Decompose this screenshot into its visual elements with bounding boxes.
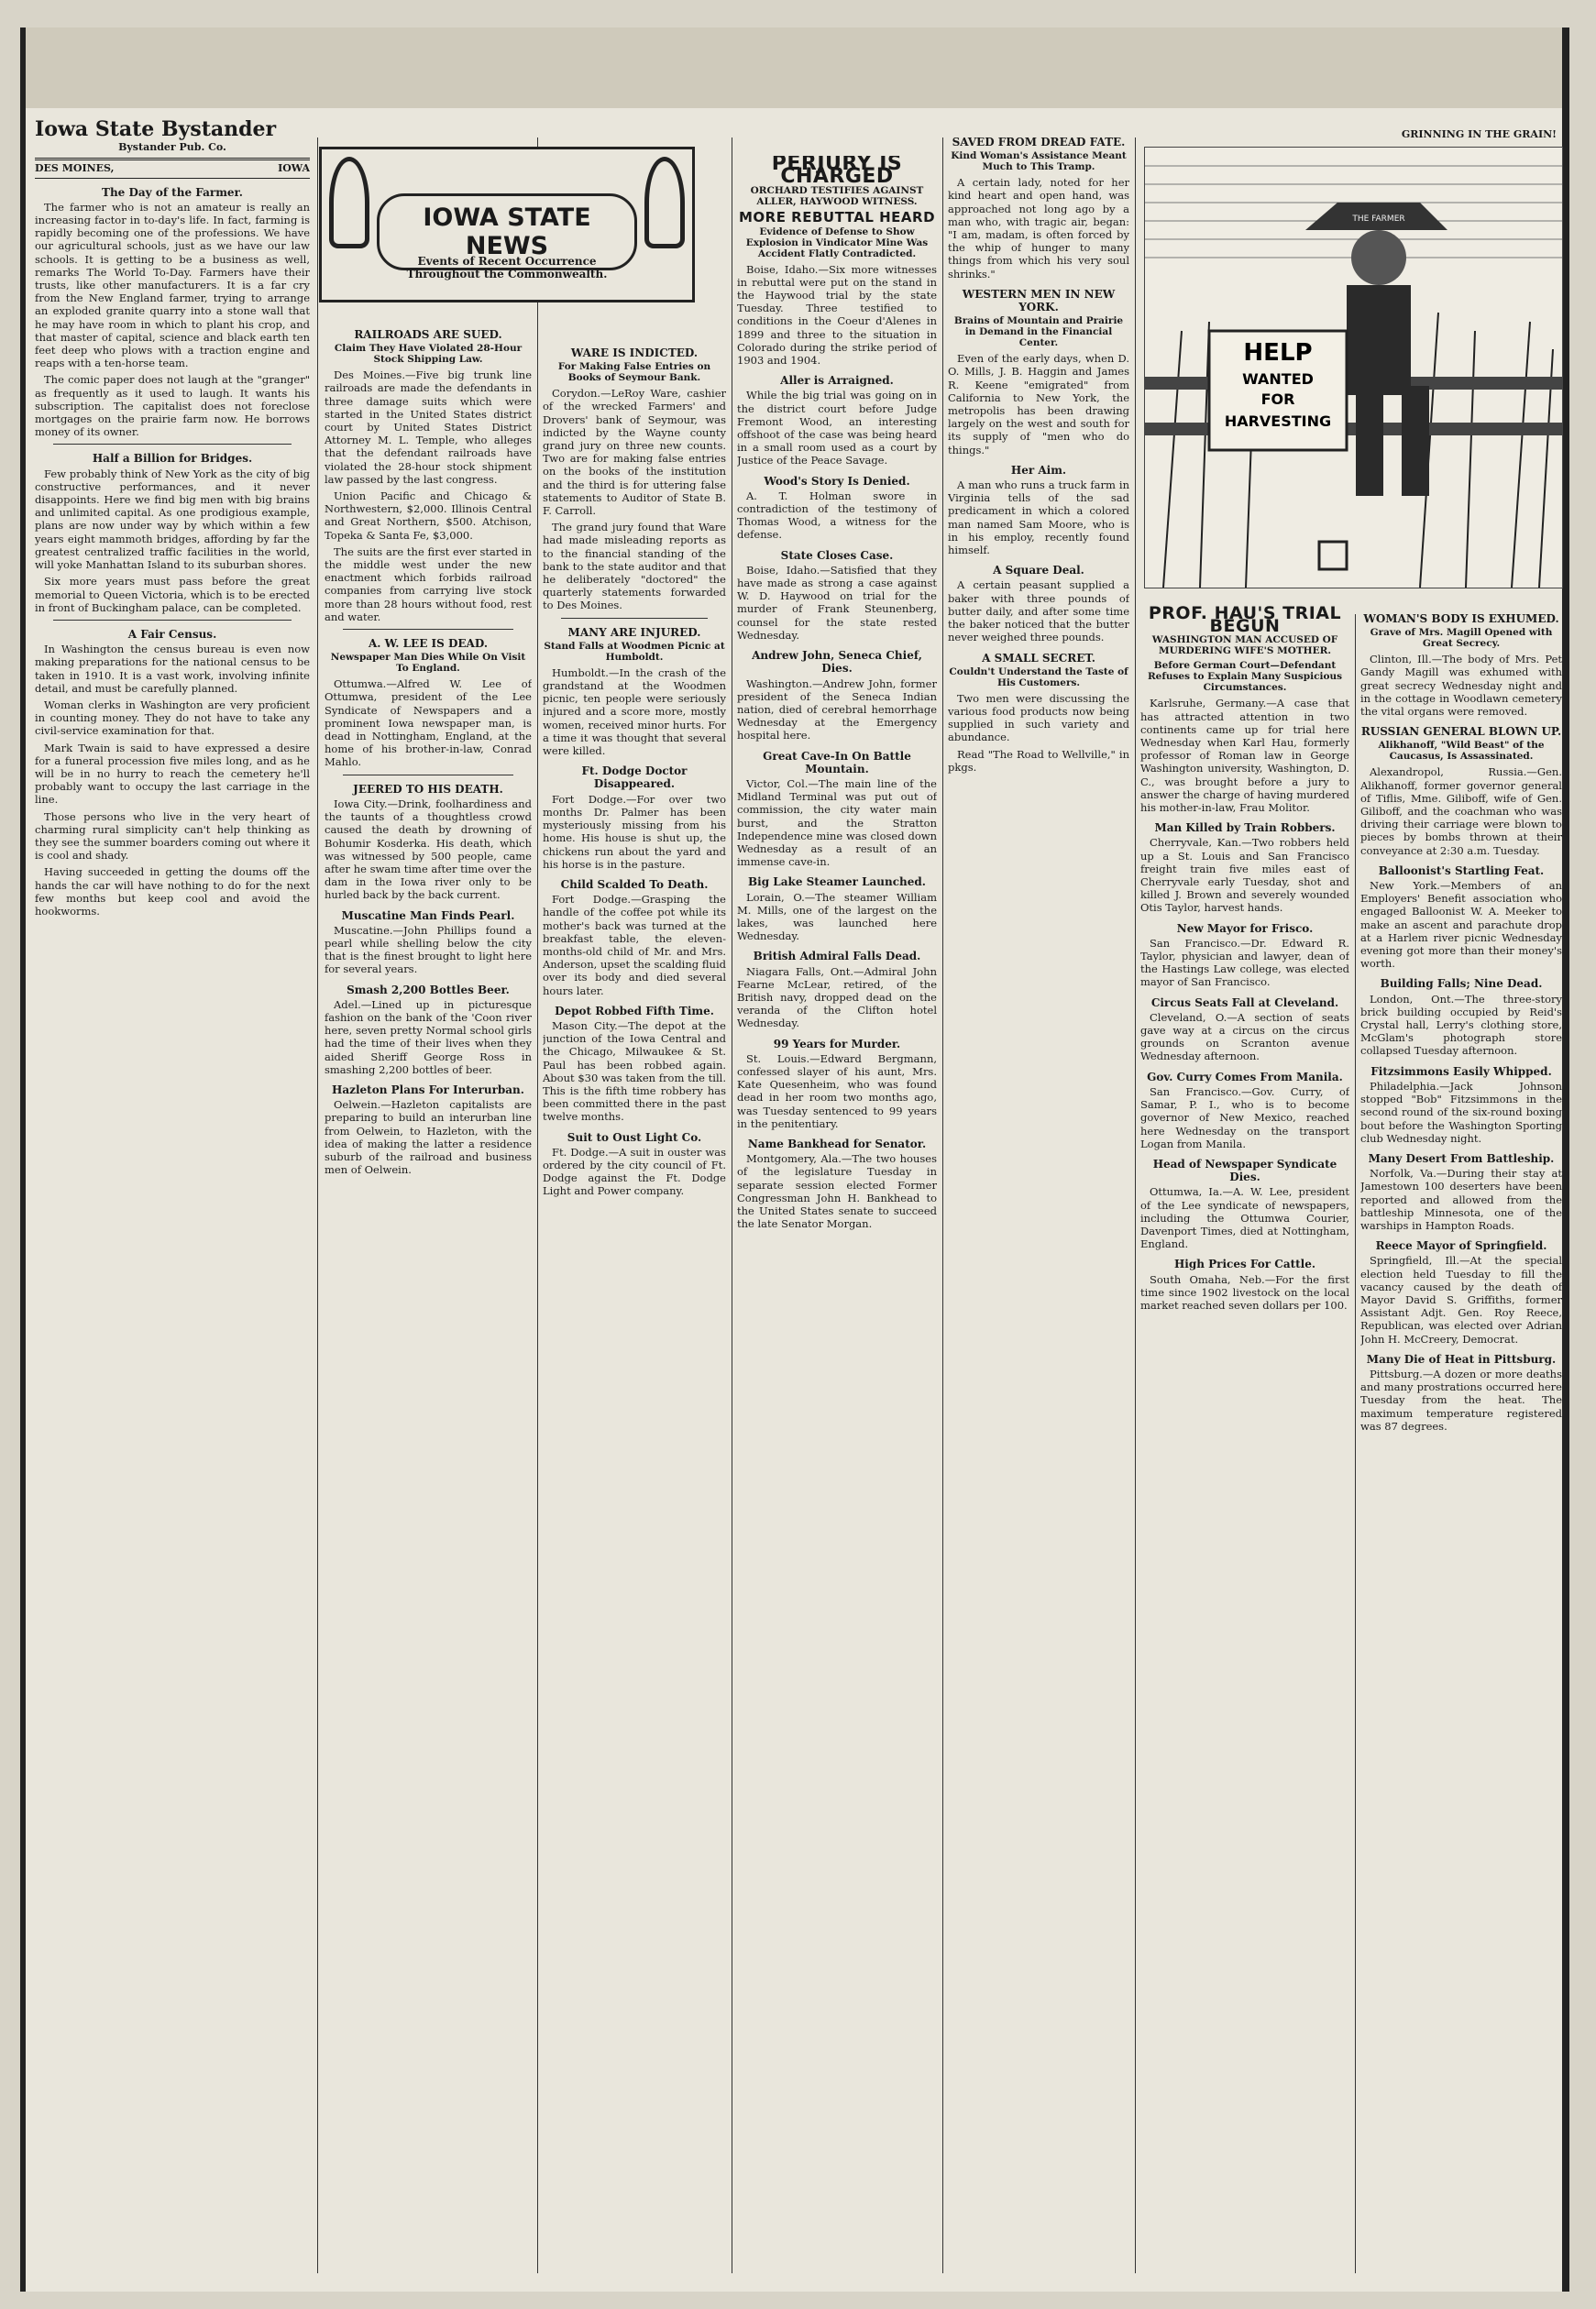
article-paragraph: Adel.—Lined up in picturesque fashion on the bank of the 'Coon river here, seven pretty Normal school girls had the time of their lives when they aided Sheriff George Ross in smashing 2,200 bottles of beer. bbox=[325, 997, 532, 1076]
iowa-state-news-banner bbox=[319, 147, 695, 302]
article-paragraph: Cleveland, O.—A section of seats gave way at a circus on the circus grounds on Scranton avenue Wednesday afternoon. bbox=[1140, 1010, 1349, 1063]
main-headline: PERJURY IS CHARGED bbox=[771, 156, 903, 189]
article-paragraph: In Washington the census bureau is even now making preparations for the national census to be taken in 1910. It is a vast work, involving infinite detail, and must be carefully planned. bbox=[35, 643, 310, 695]
column-6 bbox=[1140, 605, 1349, 2273]
article-heading: Balloonist's Startling Feat. bbox=[1378, 863, 1545, 877]
article-paragraph: San Francisco.—Dr. Edward R. Taylor, physician and lawyer, dean of the Hastings Law college, was elected mayor of San Francisco. bbox=[1140, 936, 1349, 989]
article-paragraph: Even of the early days, when D. O. Mills, J. B. Haggin and James R. Keene "emigrated" from California to New York, the metropolis has been drawing largely on the west and south for its supply of "men who do things." bbox=[948, 352, 1129, 456]
ornament-icon bbox=[329, 157, 369, 248]
sign-text-help: HELP bbox=[1243, 339, 1313, 367]
article-paragraph: Two men were discussing the various food products now being supplied in such variety and abundance. bbox=[948, 691, 1129, 744]
column-1 bbox=[35, 119, 310, 2273]
article-paragraph: Humboldt.—In the crash of the grandstand at the Woodmen picnic, ten people were seriously injured and a score more, mostly women, received minor hurts. For a time it was thought that several were killed. bbox=[543, 665, 726, 758]
article-paragraph: New York.—Members of an Employers' Benefit association who engaged Balloonist W. A. Meeker to make an ascent and parachute drop at a Harlem river picnic Wednesday evening got more than their money's worth. bbox=[1360, 879, 1562, 971]
article-heading: 99 Years for Murder. bbox=[773, 1037, 901, 1050]
article-paragraph: Ottumwa.—Alfred W. Lee of Ottumwa, president of the Lee Syndicate of Newspapers and a prominent Iowa newspaper man, is dead in Nottingham, England, at the home of his brother-in-law, Conrad Mahlo. bbox=[325, 677, 532, 769]
article-paragraph: A certain peasant supplied a baker with three pounds of butter daily, and after some time the baker noticed that the butter never weighed three pounds. bbox=[948, 578, 1129, 644]
article-paragraph: Cherryvale, Kan.—Two robbers held up a St. Louis and San Francisco freight train five miles east of Cherryvale early Tuesday, shot and killed J. Brown and severely wounded Otis Taylor, harvest hands. bbox=[1140, 836, 1349, 915]
article-heading: Gov. Curry Comes From Manila. bbox=[1147, 1070, 1343, 1083]
banner-title: IOWA STATE NEWS bbox=[377, 193, 637, 270]
article-heading: Big Lake Steamer Launched. bbox=[748, 875, 926, 889]
article-deck: For Making False Entries on Books of Seymour Bank. bbox=[557, 361, 711, 384]
article-heading: Depot Robbed Fifth Time. bbox=[555, 1004, 714, 1017]
masthead-dateline bbox=[35, 158, 310, 178]
column-rule bbox=[1135, 137, 1136, 2273]
ornament-icon bbox=[644, 157, 685, 248]
article-paragraph: The farmer who is not an amateur is really an increasing factor in to-day's life. In fact, farming is rapidly becoming one of the professions. We have our agricultural schools, just as we have our law schools. It is getting to be a business as well, remarks The World To-Day. Farmers have their trusts, like other manufacturers. It is a far cry from the New England farmer, trying to arrange an exploded granite quarry into a stone wall that he may have room in which to plant his crop, and that master of capital, science and black earth ten feet deep who plows with a traction engine and reaps with a ten-horse team. bbox=[35, 200, 310, 370]
article-paragraph: Washington.—Andrew John, former president of the Seneca Indian nation, died of cerebral hemorrhage Wednesday at the Emergency hospital here. bbox=[737, 676, 937, 742]
article-heading: Muscatine Man Finds Pearl. bbox=[341, 908, 515, 922]
article-heading: Wood's Story Is Denied. bbox=[764, 474, 910, 488]
article-paragraph: Union Pacific and Chicago & Northwestern, $2,000. Illinois Central and Great Northern, $500. Atchison, Topeka & Santa Fe, $3,000. bbox=[325, 489, 532, 542]
article-paragraph: Clinton, Ill.—The body of Mrs. Pet Gandy Magill was exhumed with great secrecy Wednesday night and in the cottage in Woodlawn cemetery the vital organs were removed. bbox=[1360, 653, 1562, 719]
article-heading: Half a Billion for Bridges. bbox=[92, 452, 253, 466]
article-heading: Many Desert From Battleship. bbox=[1368, 1151, 1555, 1165]
article-paragraph: Lorain, O.—The steamer William M. Mills, one of the largest on the lakes, was launched here Wednesday. bbox=[737, 890, 937, 943]
article-heading: British Admiral Falls Dead. bbox=[753, 950, 921, 963]
article-deck: Before German Court—Defendant Refuses to Explain Many Suspicious Circumstances. bbox=[1147, 660, 1343, 694]
column-5 bbox=[948, 128, 1129, 2273]
masthead-title: Iowa State Bystander bbox=[35, 119, 277, 141]
newspaper-page bbox=[20, 27, 1569, 2292]
article-paragraph: Fort Dodge.—For over two months Dr. Palmer has been mysteriously missing from his home. His house is shut up, the chickens run about the yard and his horse is in the pasture. bbox=[543, 792, 726, 871]
column-3 bbox=[543, 339, 726, 2273]
article-heading: Aller is Arraigned. bbox=[780, 374, 894, 388]
article-paragraph: Boise, Idaho.—Six more witnesses in rebuttal were put on the stand in the Haywood trial by the state Tuesday. Three testified to conditions in the Coeur d'Alenes in 1899 and three to the situation in Colorado during the strike period of 1903 and 1904. bbox=[737, 262, 937, 368]
divider bbox=[343, 629, 513, 630]
article-paragraph: Read "The Road to Wellville," in pkgs. bbox=[948, 747, 1129, 774]
masthead-city: DES MOINES, bbox=[35, 162, 115, 175]
masthead-publisher: Bystander Pub. Co. bbox=[118, 141, 226, 154]
article-deck: Brains of Mountain and Prairie in Demand in the Financial Center. bbox=[953, 315, 1124, 349]
article-heading: Head of Newspaper Syndicate Dies. bbox=[1152, 1157, 1337, 1184]
article-paragraph: The grand jury found that Ware had made misleading reports as to the financial standing of the bank to the state auditor and that he deliberately "doctored" the quarterly statements forwarded to Des Moines. bbox=[543, 521, 726, 612]
article-paragraph: Mason City.—The depot at the junction of the Iowa Central and the Chicago, Milwaukee & St. Paul has been robbed again. About $30 was taken from the till. This is the fifth time robbery has been committed there in the past twelve months. bbox=[543, 1018, 726, 1124]
article-paragraph: Victor, Col.—The main line of the Midland Terminal was put out of commission, the city water main burst, and the Stratton Independence mine was closed down Wednesday as a result of an immense cave-in. bbox=[737, 776, 937, 869]
article-paragraph: Ottumwa, Ia.—A. W. Lee, president of the Lee syndicate of newspapers, including the Ottumwa Courier, Davenport Times, died at Nottingham, England. bbox=[1140, 1185, 1349, 1251]
article-paragraph: Muscatine.—John Phillips found a pearl while shelling below the city that is the finest brought to light here for several years. bbox=[325, 923, 532, 976]
article-paragraph: A certain lady, noted for her kind heart and open hand, was approached not long ago by a man who, with tragic air, began: "I am, madam, is often forced by the whip of hunger to many things from which his very soul shrinks." bbox=[948, 176, 1129, 280]
article-heading: Name Bankhead for Senator. bbox=[747, 1138, 927, 1150]
cartoon-caption: GRINNING IN THE GRAIN! bbox=[1401, 128, 1557, 140]
sign-text-harvesting: HARVESTING bbox=[1224, 412, 1332, 430]
article-heading: State Closes Case. bbox=[780, 548, 894, 562]
article-heading: A SMALL SECRET. bbox=[982, 651, 1095, 665]
article-paragraph: Springfield, Ill.—At the special election held Tuesday to fill the vacancy caused by the death of Mayor David S. Griffiths, former Assistant Adjt. Gen. Roy Reece, Republican, was elected over Adrian John H. McCreery, Democrat. bbox=[1360, 1254, 1562, 1346]
article-paragraph: Montgomery, Ala.—The two houses of the legislature Tuesday in separate session elected Former Congressman John H. Bankhead to the United States senate to succeed the late Senator Morgan. bbox=[737, 1152, 937, 1231]
article-heading: A Square Deal. bbox=[993, 564, 1084, 577]
article-heading: Great Cave-In On Battle Mountain. bbox=[763, 749, 911, 775]
article-heading: RAILROADS ARE SUED. bbox=[354, 328, 502, 341]
article-heading: New Mayor for Frisco. bbox=[1176, 921, 1314, 935]
article-heading: Andrew John, Seneca Chief, Dies. bbox=[752, 649, 922, 676]
article-heading: A Fair Census. bbox=[127, 627, 217, 641]
article-heading: WOMAN'S BODY IS EXHUMED. bbox=[1363, 612, 1559, 625]
article-heading: Building Falls; Nine Dead. bbox=[1380, 977, 1543, 991]
cartoon-illustration bbox=[1144, 147, 1563, 588]
article-deck: Kind Woman's Assistance Meant Much to This Tramp. bbox=[951, 150, 1127, 173]
article-paragraph: A man who runs a truck farm in Virginia tells of the sad predicament in which a colored man named Sam Moore, who is in his employ, recently found himself. bbox=[948, 478, 1129, 557]
article-paragraph: Woman clerks in Washington are very proficient in counting money. They do not have to take any civil-service examination for that. bbox=[35, 698, 310, 738]
artist-mark-icon bbox=[1319, 542, 1347, 569]
article-deck: WASHINGTON MAN ACCUSED OF MURDERING WIFE'S MOTHER. bbox=[1151, 634, 1338, 657]
article-heading: Many Die of Heat in Pittsburg. bbox=[1366, 1352, 1557, 1366]
article-heading: Circus Seats Fall at Cleveland. bbox=[1150, 995, 1339, 1009]
article-paragraph: Corydon.—LeRoy Ware, cashier of the wrecked Farmers' and Drovers' bank of Seymour, was indicted by the Wayne county grand jury on three new counts. Two are for making false entries on the books of the institution and the third is for uttering false statements to Auditor of State B. F. Carroll. bbox=[543, 387, 726, 518]
article-paragraph: St. Louis.—Edward Bergmann, confessed slayer of his aunt, Mrs. Kate Quesenheim, who was found dead in her room two months ago, was Tuesday sentenced to 99 years in the penitentiary. bbox=[737, 1051, 937, 1130]
article-heading: JEERED TO HIS DEATH. bbox=[353, 782, 503, 796]
divider bbox=[561, 618, 708, 619]
article-heading: SAVED FROM DREAD FATE. bbox=[952, 136, 1126, 148]
article-heading: A. W. LEE IS DEAD. bbox=[368, 637, 488, 651]
article-deck: Grave of Mrs. Magill Opened with Great Secrecy. bbox=[1370, 627, 1553, 650]
article-paragraph: Alexandropol, Russia.—Gen. Alikhanoff, former governor general of Tiflis, Mme. Giliboff, wife of Gen. Giliboff, and the coachman who was driving their carriage were blown to pieces by bombs thrown at their conveyance at 2:30 a.m. Tuesday. bbox=[1360, 765, 1562, 857]
sign-text-for: FOR bbox=[1260, 390, 1295, 408]
page-top-margin bbox=[26, 27, 1562, 108]
article-paragraph: The suits are the first ever started in the middle west under the new enactment which forbids railroad companies from carrying live stock more than 28 hours without food, rest and water. bbox=[325, 544, 532, 623]
article-heading: WESTERN MEN IN NEW YORK. bbox=[962, 287, 1116, 314]
hau-headline: PROF. HAU'S TRIAL BEGUN bbox=[1148, 605, 1342, 637]
article-paragraph: A. T. Holman swore in contradiction of the testimony of Thomas Wood, a witness for the defense. bbox=[737, 489, 937, 542]
article-heading: RUSSIAN GENERAL BLOWN UP. bbox=[1360, 725, 1562, 739]
article-heading: MANY ARE INJURED. bbox=[567, 625, 701, 639]
article-paragraph: Boise, Idaho.—Satisfied that they have made as strong a case against W. D. Haywood on trial for the murder of Frank Steunenberg, counsel for the state rested Wednesday. bbox=[737, 563, 937, 642]
column-7 bbox=[1360, 605, 1562, 2273]
article-heading: Her Aim. bbox=[1010, 463, 1067, 477]
article-deck: Alikhanoff, "Wild Beast" of the Caucasus, Is Assassinated. bbox=[1378, 740, 1545, 763]
article-heading: High Prices For Cattle. bbox=[1173, 1258, 1316, 1271]
article-paragraph: Pittsburg.—A dozen or more deaths and many prostrations occurred here Tuesday from the heat. The maximum temperature registered was 87 degrees. bbox=[1360, 1367, 1562, 1433]
article-heading: Child Scalded To Death. bbox=[560, 877, 709, 891]
article-heading: Smash 2,200 Bottles Beer. bbox=[347, 983, 510, 996]
article-paragraph: London, Ont.—The three-story brick building occupied by Reid's Crystal hall, Lerry's clothing store, McGlam's photograph store collapsed Tuesday afternoon. bbox=[1360, 992, 1562, 1058]
article-paragraph: South Omaha, Neb.—For the first time since 1902 livestock on the local market reached seven dollars per 100. bbox=[1140, 1272, 1349, 1312]
article-paragraph: Few probably think of New York as the city of big constructive performances, and it never disappoints. Here we find big men with big brains and unlimited capital. As one prodigious example, plans are now under way by which within a few years eight mammoth bridges, affording by far the greatest centralized traffic facilities in the world, will yoke Manhattan Island to its suburban shores. bbox=[35, 467, 310, 572]
article-heading: WARE IS INDICTED. bbox=[570, 346, 699, 359]
article-paragraph: Fort Dodge.—Grasping the handle of the coffee pot while its mother's back was turned at the breakfast table, the eleven-months-old child of Mr. and Mrs. Anderson, upset the scalding fluid over its body and died several hours later. bbox=[543, 893, 726, 997]
article-deck: Stand Falls at Woodmen Picnic at Humboldt. bbox=[544, 640, 725, 663]
article-deck: Couldn't Understand the Taste of His Customers. bbox=[949, 665, 1128, 688]
column-rule bbox=[1355, 614, 1356, 2273]
banner-tagline: Events of Recent Occurrence Throughout the Commonwealth. bbox=[406, 255, 608, 280]
article-paragraph: Iowa City.—Drink, foolhardiness and the taunts of a thoughtless crowd caused the death by drowning of Bohumir Kosderka. His death, which was witnessed by 500 people, came after he swam time after time over the dam in the Iowa river only to be hurled back by the back current. bbox=[325, 797, 532, 902]
article-heading: The Day of the Farmer. bbox=[102, 185, 243, 199]
article-paragraph: Des Moines.—Five big trunk line railroads are made the defendants in three damage suits which were started in the United States district court by United States District Attorney M. L. Temple, who alleges that the defendant railroads have violated the 28-hour stock shipment law passed by the last congress. bbox=[325, 368, 532, 486]
article-deck: Newspaper Man Dies While On Visit To England. bbox=[330, 652, 526, 675]
article-paragraph: San Francisco.—Gov. Curry, of Samar, P. I., who is to become governor of New Mexico, reached here Wednesday on the transport Logan from Manila. bbox=[1140, 1084, 1349, 1150]
article-paragraph: The comic paper does not laugh at the "granger" as frequently as it used to laugh. It wants his subscription. The capitalist does not foreclose mortgages on the prairie farm now. He borrows money of its owner. bbox=[35, 373, 310, 439]
article-paragraph: Norfolk, Va.—During their stay at Jamestown 100 deserters have been reported and allowed from the battleship Minnesota, one of the warships in Hampton Roads. bbox=[1360, 1167, 1562, 1232]
article-heading: Reece Mayor of Springfield. bbox=[1375, 1239, 1547, 1253]
article-heading: Hazleton Plans For Interurban. bbox=[332, 1083, 524, 1096]
article-deck: Evidence of Defense to Show Explosion in Vindicator Mine Was Accident Flatly Contradicted. bbox=[745, 225, 929, 259]
article-heading: Ft. Dodge Doctor Disappeared. bbox=[581, 764, 688, 791]
article-paragraph: Those persons who live in the very heart of charming rural simplicity can't help thinking as they see the summer boarders coming out where it is cool and shady. bbox=[35, 809, 310, 863]
article-deck: Claim They Have Violated 28-Hour Stock Shipping Law. bbox=[334, 343, 523, 366]
article-paragraph: Ft. Dodge.—A suit in ouster was ordered by the city council of Ft. Dodge against the Ft. Dodge Light and Power company. bbox=[543, 1145, 726, 1198]
article-paragraph: Oelwein.—Hazleton capitalists are preparing to build an interurban line from Oelwein, to Hazleton, with the idea of making the latter a residence suburb of the railroad and business men of Oelwein. bbox=[325, 1098, 532, 1177]
article-paragraph: Niagara Falls, Ont.—Admiral John Fearne McLear, retired, of the British navy, dropped dead on the veranda of the Clifton hotel Wednesday. bbox=[737, 964, 937, 1030]
column-4 bbox=[737, 156, 937, 2273]
article-paragraph: Mark Twain is said to have expressed a desire for a funeral procession five miles long, and as he will be in no hurry to reach the cemetery he'll probably want to occupy the last carriage in the line. bbox=[35, 741, 310, 807]
cartoon-drawing bbox=[1145, 148, 1562, 588]
column-2 bbox=[325, 321, 532, 2273]
article-heading: Fitzsimmons Easily Whipped. bbox=[1370, 1064, 1552, 1078]
divider bbox=[53, 620, 292, 621]
hat-label: THE FARMER bbox=[1352, 214, 1405, 224]
column-rule bbox=[942, 137, 943, 2273]
article-paragraph: Six more years must pass before the great memorial to Queen Victoria, which is to be erected in front of Buckingham palace, can be completed. bbox=[35, 575, 310, 614]
column-rule bbox=[317, 137, 318, 2273]
article-deck: ORCHARD TESTIFIES AGAINST ALLER, HAYWOOD WITNESS. bbox=[750, 185, 924, 208]
sub-headline: MORE REBUTTAL HEARD bbox=[738, 209, 936, 226]
article-paragraph: Philadelphia.—Jack Johnson stopped "Bob" Fitzsimmons in the second round of the six-round boxing bout before the Washington Sporting club Wednesday night. bbox=[1360, 1079, 1562, 1145]
article-heading: Suit to Oust Light Co. bbox=[567, 1130, 702, 1144]
article-heading: Man Killed by Train Robbers. bbox=[1154, 821, 1336, 835]
sign-text-wanted: WANTED bbox=[1242, 370, 1314, 388]
divider bbox=[53, 444, 292, 445]
masthead-state: IOWA bbox=[278, 162, 310, 175]
article-paragraph: While the big trial was going on in the district court before Judge Fremont Wood, an interesting offshoot of the case was being heard in a small room used as a court by Justice of the Peace Savage. bbox=[737, 389, 937, 467]
column-rule bbox=[537, 137, 538, 2273]
article-paragraph: Having succeeded in getting the doums off the hands the car will have nothing to do for the next few months but keep cool and avoid the hookworms. bbox=[35, 865, 310, 918]
article-paragraph: Karlsruhe, Germany.—A case that has attracted attention in two continents came up for trial here Wednesday when Karl Hau, formerly professor of Roman law in George Washington university, Washington, D. C., was brought before a jury to answer the charge of having murdered his mother-in-law, Frau Molitor. bbox=[1140, 697, 1349, 815]
